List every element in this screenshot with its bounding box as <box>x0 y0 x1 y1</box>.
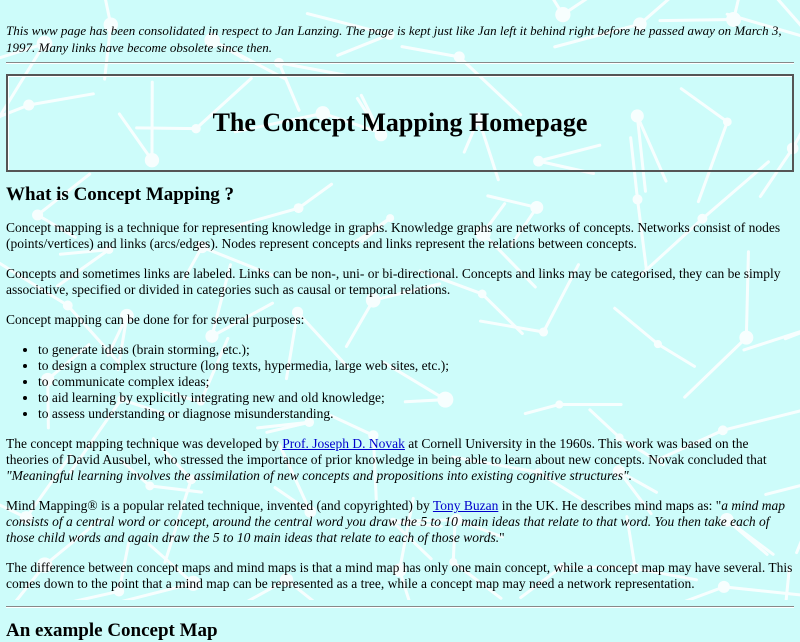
list-item: • to generate ideas (brain storming, etc.); <box>38 342 794 358</box>
page-title: The Concept Mapping Homepage <box>213 108 588 138</box>
buzan-quote: a mind map consists of a central word or concept, around the central word you draw the 5 to 10 main ideas that relate to that word. You then take each of those child words and again draw the 5 to 10 main ideas that relate to each of those words. <box>6 498 785 545</box>
section-heading-what-is: What is Concept Mapping ? <box>6 184 794 206</box>
novak-quote: "Meaningful learning involves the assimilation of new concepts and propositions into existing cognitive structures". <box>6 468 632 483</box>
list-item: • to assess understanding or diagnose misunderstanding. <box>38 406 794 422</box>
mind-mapping-paragraph: Mind Mapping® is a popular related technique, invented (and copyrighted) by Tony Buzan in the UK. He describes mind maps as: "a mind map consists of a central word or concept, around the central word you draw the 5 to 10 main ideas that relate to that word. You then take each of those child words and again draw the 5 to 10 main ideas that relate to each of those words." <box>6 498 794 546</box>
section-heading-example: An example Concept Map <box>6 620 794 642</box>
divider <box>6 606 794 608</box>
novak-link[interactable]: Prof. Joseph D. Novak <box>282 436 405 451</box>
purposes-intro: Concept mapping can be done for for several purposes: <box>6 312 794 328</box>
consolidated-notice: This www page has been consolidated in respect to Jan Lanzing. The page is kept just like Jan left it behind right before he passed away on March 3, 1997. Many links have become obsolete since then. <box>6 0 794 56</box>
novak-paragraph: The concept mapping technique was developed by Prof. Joseph D. Novak at Cornell University in the 1960s. This work was based on the theories of David Ausubel, who stressed the importance of prior knowledge in being able to learn about new concepts. Novak concluded that "Meaningful learning involves the assimilation of new concepts and propositions into existing cognitive structures". <box>6 436 794 484</box>
list-item: • to design a complex structure (long texts, hypermedia, large web sites, etc.); <box>38 358 794 374</box>
intro-paragraph: Concept mapping is a technique for representing knowledge in graphs. Knowledge graphs are networks of concepts. Networks consist of nodes (points/vertices) and links (arcs/edges). Nodes represent concepts and links represent the relations between concepts. <box>6 220 794 252</box>
labels-paragraph: Concepts and sometimes links are labeled. Links can be non-, uni- or bi-directional. Concepts and links may be categorised, they can be simply associative, specified or divided in categories such as causal or temporal relations. <box>6 266 794 298</box>
list-item: • to aid learning by explicitly integrating new and old knowledge; <box>38 390 794 406</box>
title-box <box>6 74 794 172</box>
buzan-link[interactable]: Tony Buzan <box>433 498 498 513</box>
purposes-list <box>6 342 794 422</box>
list-item: • to communicate complex ideas; <box>38 374 794 390</box>
divider <box>6 62 794 64</box>
difference-paragraph: The difference between concept maps and mind maps is that a mind map has only one main concept, while a concept map may have several. This comes down to the point that a mind map can be represented as a tree, while a concept map may need a network representation. <box>6 560 794 592</box>
